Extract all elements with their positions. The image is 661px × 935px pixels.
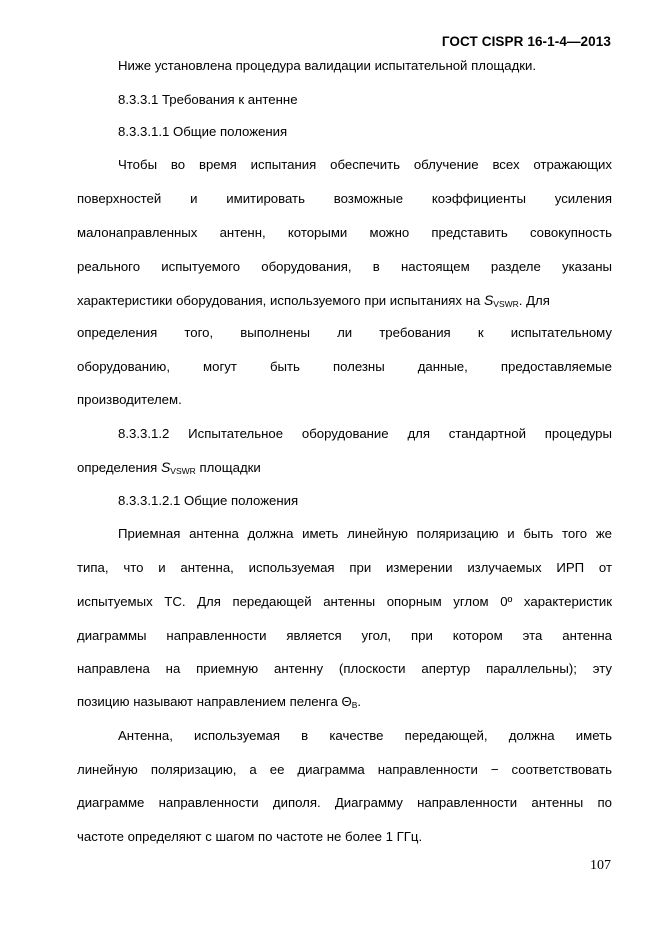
text-line: линейную поляризацию, а ее диаграмма направленности − соответствовать: [77, 762, 612, 777]
text-fragment: позицию называют направлением пеленга: [77, 694, 342, 709]
text-line: Антенна, используемая в качестве передающей, должна иметь: [118, 728, 612, 743]
text-line: производителем.: [77, 392, 182, 407]
text-line: реального испытуемого оборудования, в настоящем разделе указаны: [77, 259, 612, 274]
symbol-subscript: B: [351, 700, 358, 710]
text-line: [77, 292, 612, 309]
text-line: направлена на приемную антенну (плоскости апертур параллельны); эту: [77, 661, 612, 676]
text-line: испытуемых ТС. Для передающей антенны опорным углом 0º характеристик: [77, 594, 612, 609]
text-line: [77, 694, 612, 710]
text-line: определения того, выполнены ли требования к испытательному: [77, 325, 612, 340]
document-header: ГОСТ CISPR 16-1-4—2013: [441, 34, 611, 49]
subsection-heading: 8.3.3.1.2 Испытательное оборудование для стандартной процедуры: [118, 426, 612, 441]
symbol-subscript: VSWR: [493, 299, 519, 309]
text-fragment: характеристики оборудования, используемого при испытаниях на: [77, 293, 484, 308]
symbol-theta: Θ: [341, 694, 352, 709]
subsection-heading: 8.3.3.1.2.1 Общие положения: [118, 493, 299, 508]
text-fragment: определения: [77, 460, 161, 475]
text-line: поверхностей и имитировать возможные коэффициенты усиления: [77, 191, 612, 206]
text-line: типа, что и антенна, используемая при измерении излучаемых ИРП от: [77, 560, 612, 575]
text-line: малонаправленных антенн, которыми можно представить совокупность: [77, 225, 612, 240]
text-fragment: .: [357, 694, 362, 709]
text-line: Ниже установлена процедура валидации испытательной площадки.: [118, 58, 537, 73]
section-heading: 8.3.3.1 Требования к антенне: [118, 92, 298, 107]
symbol-s: S: [160, 459, 171, 475]
text-fragment: . Для: [518, 293, 550, 308]
text-line: частоте определяют с шагом по частоте не более 1 ГГц.: [77, 829, 423, 844]
page-number: 107: [590, 858, 611, 873]
text-fragment: площадки: [195, 460, 261, 475]
text-line: Чтобы во время испытания обеспечить облучение всех отражающих: [118, 157, 612, 172]
text-line: Приемная антенна должна иметь линейную поляризацию и быть того же: [118, 526, 612, 541]
text-line: [77, 459, 612, 476]
symbol-subscript: VSWR: [170, 466, 196, 476]
text-line: оборудованию, могут быть полезны данные, предоставляемые: [77, 359, 612, 374]
subsection-heading: 8.3.3.1.1 Общие положения: [118, 124, 288, 139]
text-line: диаграммы направленности является угол, при котором эта антенна: [77, 628, 612, 643]
text-line: диаграмме направленности диполя. Диаграмму направленности антенны по: [77, 795, 612, 810]
symbol-s: S: [483, 292, 494, 308]
